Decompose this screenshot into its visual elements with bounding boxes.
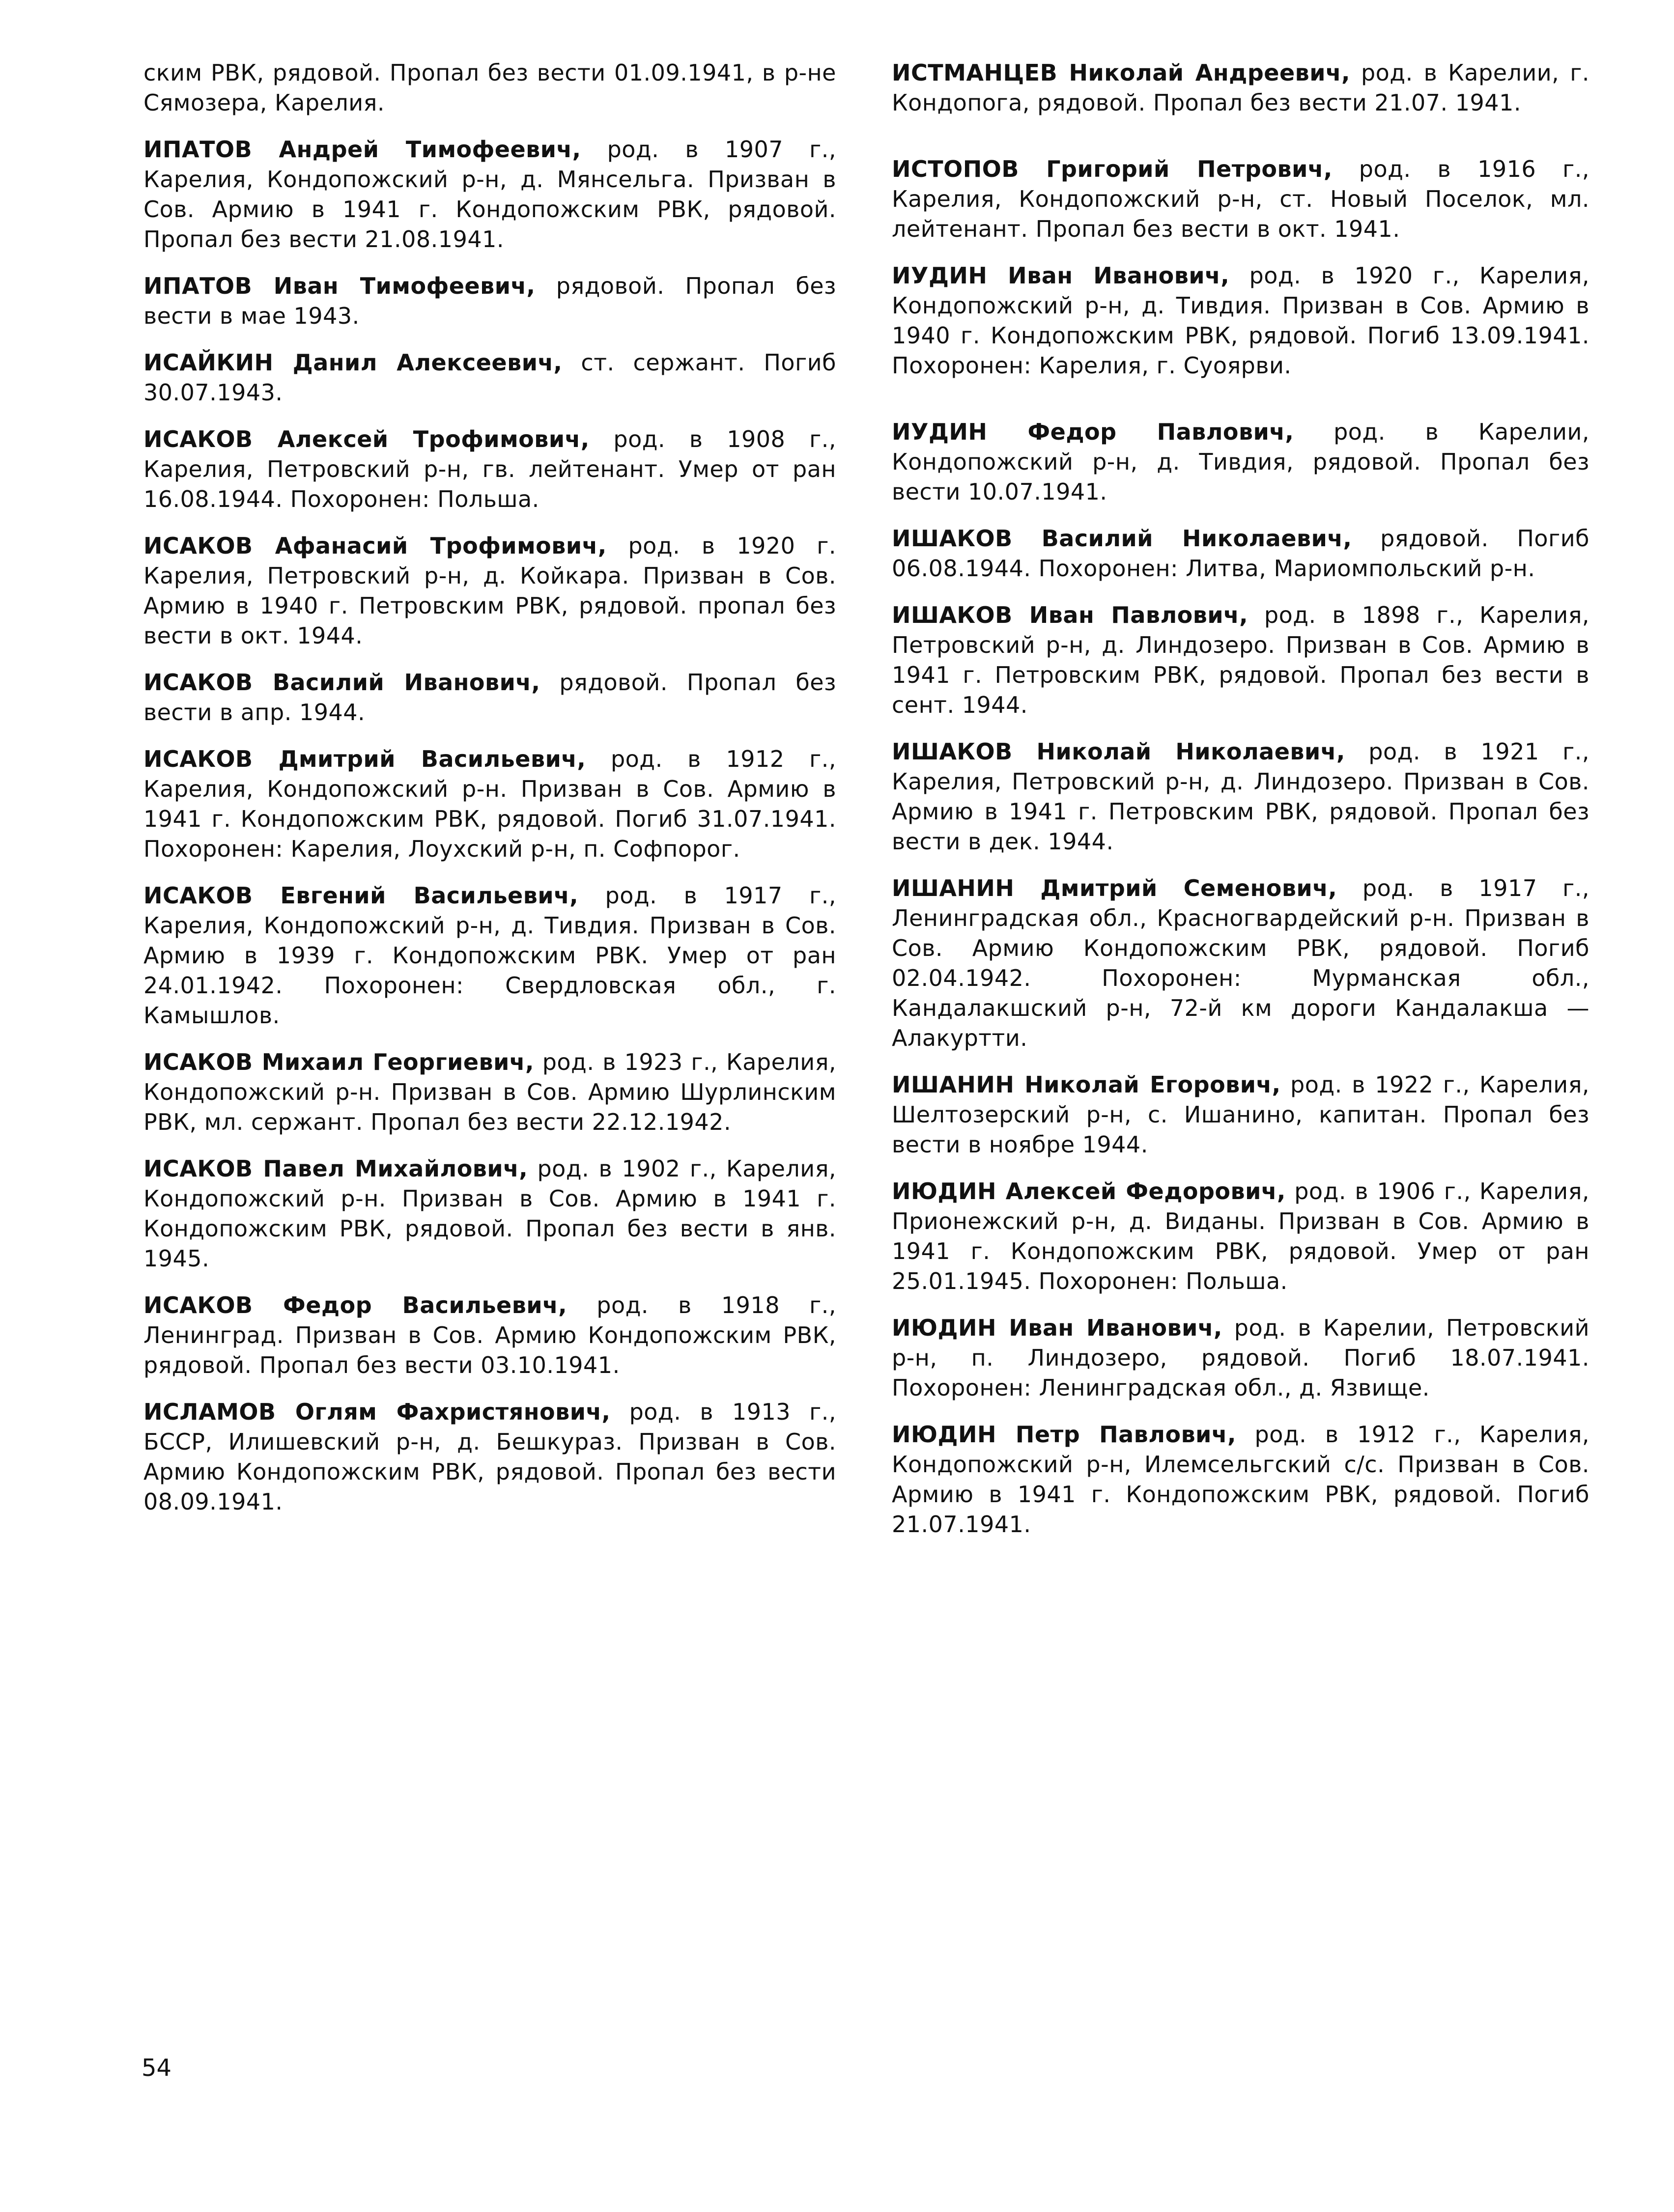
entry [143,271,836,331]
entry-name: ИЮДИН Петр Павлович, [892,1421,1236,1448]
entry-text: род. в 1912 г., Карелия, Кондопожский р-н. Призван в Сов. Армию в 1941 г. Кондопожским РВК, рядовой. Погиб 31.07.1941. Похоронен: Карелия, Лоухский р-н, п. Софпорог. [143,746,836,862]
entry-text: род. в 1906 г., Карелия, Прионежский р-н, д. Виданы. Призван в Сов. Армию в 1941 г. Кондопожским РВК, рядовой. Умер от ран 25.01.1945. Похоронен: Польша. [892,1178,1589,1294]
entry-text: род. в Карелии, Кондопожский р-н, д. Тивдия, рядовой. Пропал без вести 10.07.1941. [892,419,1589,505]
entry-name: ИСТМАНЦЕВ Николай Андреевич, [892,59,1351,86]
entry-name: ИУДИН Федор Павлович, [892,419,1294,445]
entry [143,135,836,254]
entry [892,600,1589,720]
entry [892,261,1589,381]
entry [143,1290,836,1380]
entry [892,58,1589,118]
entry-name: ИСАКОВ Алексей Трофимович, [143,426,590,452]
entry-name: ИУДИН Иван Иванович, [892,262,1230,289]
entry-name: ИСАКОВ Афанасий Трофимович, [143,532,607,559]
entry-text: род. в 1898 г., Карелия, Петровский р-н, д. Линдозеро. Призван в Сов. Армию в 1941 г. Петровским РВК, рядовой. Пропал без вести в сент. 1944. [892,602,1590,718]
entry-name: ИСАКОВ Дмитрий Васильевич, [143,746,586,772]
entry-text: род. в 1913 г., БССР, Илишевский р-н, д. Бешкураз. Призван в Сов. Армию Кондопожским РВК, рядовой. Пропал без вести 08.09.1941. [143,1399,836,1515]
entry-name: ИСЛАМОВ Оглям Фахристянович, [143,1399,611,1425]
entry-name: ИСАКОВ Павел Михайлович, [143,1155,528,1182]
entry-text: род. в 1902 г., Карелия, Кондопожский р-н. Призван в Сов. Армию в 1941 г. Кондопожским РВК, рядовой. Пропал без вести в янв. 1945. [143,1155,836,1272]
entry-name: ИСТОПОВ Григорий Петрович, [892,156,1333,182]
right-column [892,58,1589,1556]
entry [892,1313,1589,1403]
entry [892,1420,1589,1540]
entry [143,531,836,651]
entry [143,1397,836,1517]
entry-name: ИСАКОВ Михаил Георгиевич, [143,1049,534,1075]
entry-text: род. в 1916 г., Карелия, Кондопожский р-н, ст. Новый Поселок, мл. лейтенант. Пропал без вести в окт. 1941. [892,156,1589,242]
entry [892,1070,1589,1160]
entry-name: ИШАКОВ Николай Николаевич, [892,738,1345,765]
entry-name: ИШАНИН Дмитрий Семенович, [892,875,1337,901]
entry [892,1176,1589,1296]
entry-text: род. в 1908 г., Карелия, Петровский р-н, гв. лейтенант. Умер от ран 16.08.1944. Похоронен: Польша. [143,426,836,512]
entry-name: ИШАКОВ Василий Николаевич, [892,525,1352,552]
entry-name: ИПАТОВ Андрей Тимофеевич, [143,136,581,163]
entry-name: ИСАКОВ Федор Васильевич, [143,1292,567,1318]
entry-text: род. в 1920 г., Карелия, Кондопожский р-н, д. Тивдия. Призван в Сов. Армию в 1940 г. Кондопожским РВК, рядовой. Погиб 13.09.1941. Похоронен: Карелия, г. Суоярви. [892,262,1589,379]
entry [143,1154,836,1274]
entry-text: род. в 1912 г., Карелия, Кондопожский р-н, Илемсельгский с/с. Призван в Сов. Армию в 1941 г. Кондопожским РВК, рядовой. Погиб 21.07.1941. [892,1421,1589,1538]
entry-name: ИЮДИН Иван Иванович, [892,1315,1222,1341]
entry-text: род. в Карелии, г. Кондопога, рядовой. Пропал без вести 21.07. 1941. [892,59,1590,116]
entry [892,524,1589,584]
entry-name: ИСАЙКИН Данил Алексеевич, [143,349,563,376]
entry-text: ским РВК, рядовой. Пропал без вести 01.09.1941, в р-не Сямозера, Карелия. [143,59,836,116]
page-number: 54 [142,2054,172,2082]
entry-text: рядовой. Пропал без вести в апр. 1944. [143,669,837,726]
entry-text: род. в Карелии, Петровский р-н, п. Линдозеро, рядовой. Погиб 18.07.1941. Похоронен: Ленинградская обл., д. Язвище. [892,1315,1589,1401]
entry-text: род. в 1917 г., Карелия, Кондопожский р-н, д. Тивдия. Призван в Сов. Армию в 1939 г. Кондопожским РВК. Умер от ран 24.01.1942. Похоронен: Свердловская обл., г. Камышлов. [143,882,836,1029]
entry [892,873,1589,1053]
entry-text: род. в 1923 г., Карелия, Кондопожский р-н. Призван в Сов. Армию Шурлинским РВК, мл. сержант. Пропал без вести 22.12.1942. [143,1049,836,1135]
entry [143,744,836,864]
entry [143,881,836,1031]
entry-text: род. в 1917 г., Ленинградская обл., Красногвардейский р-н. Призван в Сов. Армию Кондопожским РВК, рядовой. Погиб 02.04.1942. Похоронен: Мурманская обл., Кандалакшский р-н, 72-й км дороги Кандалакша — Алакуртти. [892,875,1589,1051]
entry-text: род. в 1921 г., Карелия, Петровский р-н, д. Линдозеро. Призван в Сов. Армию в 1941 г. Петровским РВК, рядовой. Пропал без вести в дек. 1944. [892,738,1589,855]
entry [143,348,836,408]
entry-name: ИШАКОВ Иван Павлович, [892,602,1248,628]
entry-text: род. в 1922 г., Карелия, Шелтозерский р-н, с. Ишанино, капитан. Пропал без вести в ноябре 1944. [892,1071,1589,1158]
entry [892,154,1589,244]
entry [143,1047,836,1137]
entry [143,668,836,728]
entry-text: род. в 1907 г., Карелия, Кондопожский р-н, д. Мянсельга. Призван в Сов. Армию в 1941 г. Кондопожским РВК, рядовой. Пропал без вести 21.08.1941. [143,136,836,252]
entry [892,737,1589,857]
entry-text: род. в 1920 г. Карелия, Петровский р-н, д. Койкара. Призван в Сов. Армию в 1940 г. Петровским РВК, рядовой. пропал без вести в окт. 1944. [143,532,836,649]
entry-text: рядовой. Погиб 06.08.1944. Похоронен: Литва, Мариомпольский р-н. [892,525,1590,582]
entry-text: род. в 1918 г., Ленинград. Призван в Сов. Армию Кондопожским РВК, рядовой. Пропал без вести 03.10.1941. [143,1292,836,1378]
entry-name: ИПАТОВ Иван Тимофеевич, [143,273,536,299]
entry [892,417,1589,507]
entry-name: ИШАНИН Николай Егорович, [892,1071,1281,1098]
entry-name: ИСАКОВ Евгений Васильевич, [143,882,579,909]
entry [143,58,836,118]
left-column [143,58,836,1534]
entry-name: ИЮДИН Алексей Федорович, [892,1178,1286,1204]
entry [143,424,836,514]
entry-name: ИСАКОВ Василий Иванович, [143,669,540,696]
entry-text: рядовой. Пропал без вести в мае 1943. [143,273,836,329]
entry-text: ст. сержант. Погиб 30.07.1943. [143,349,837,406]
